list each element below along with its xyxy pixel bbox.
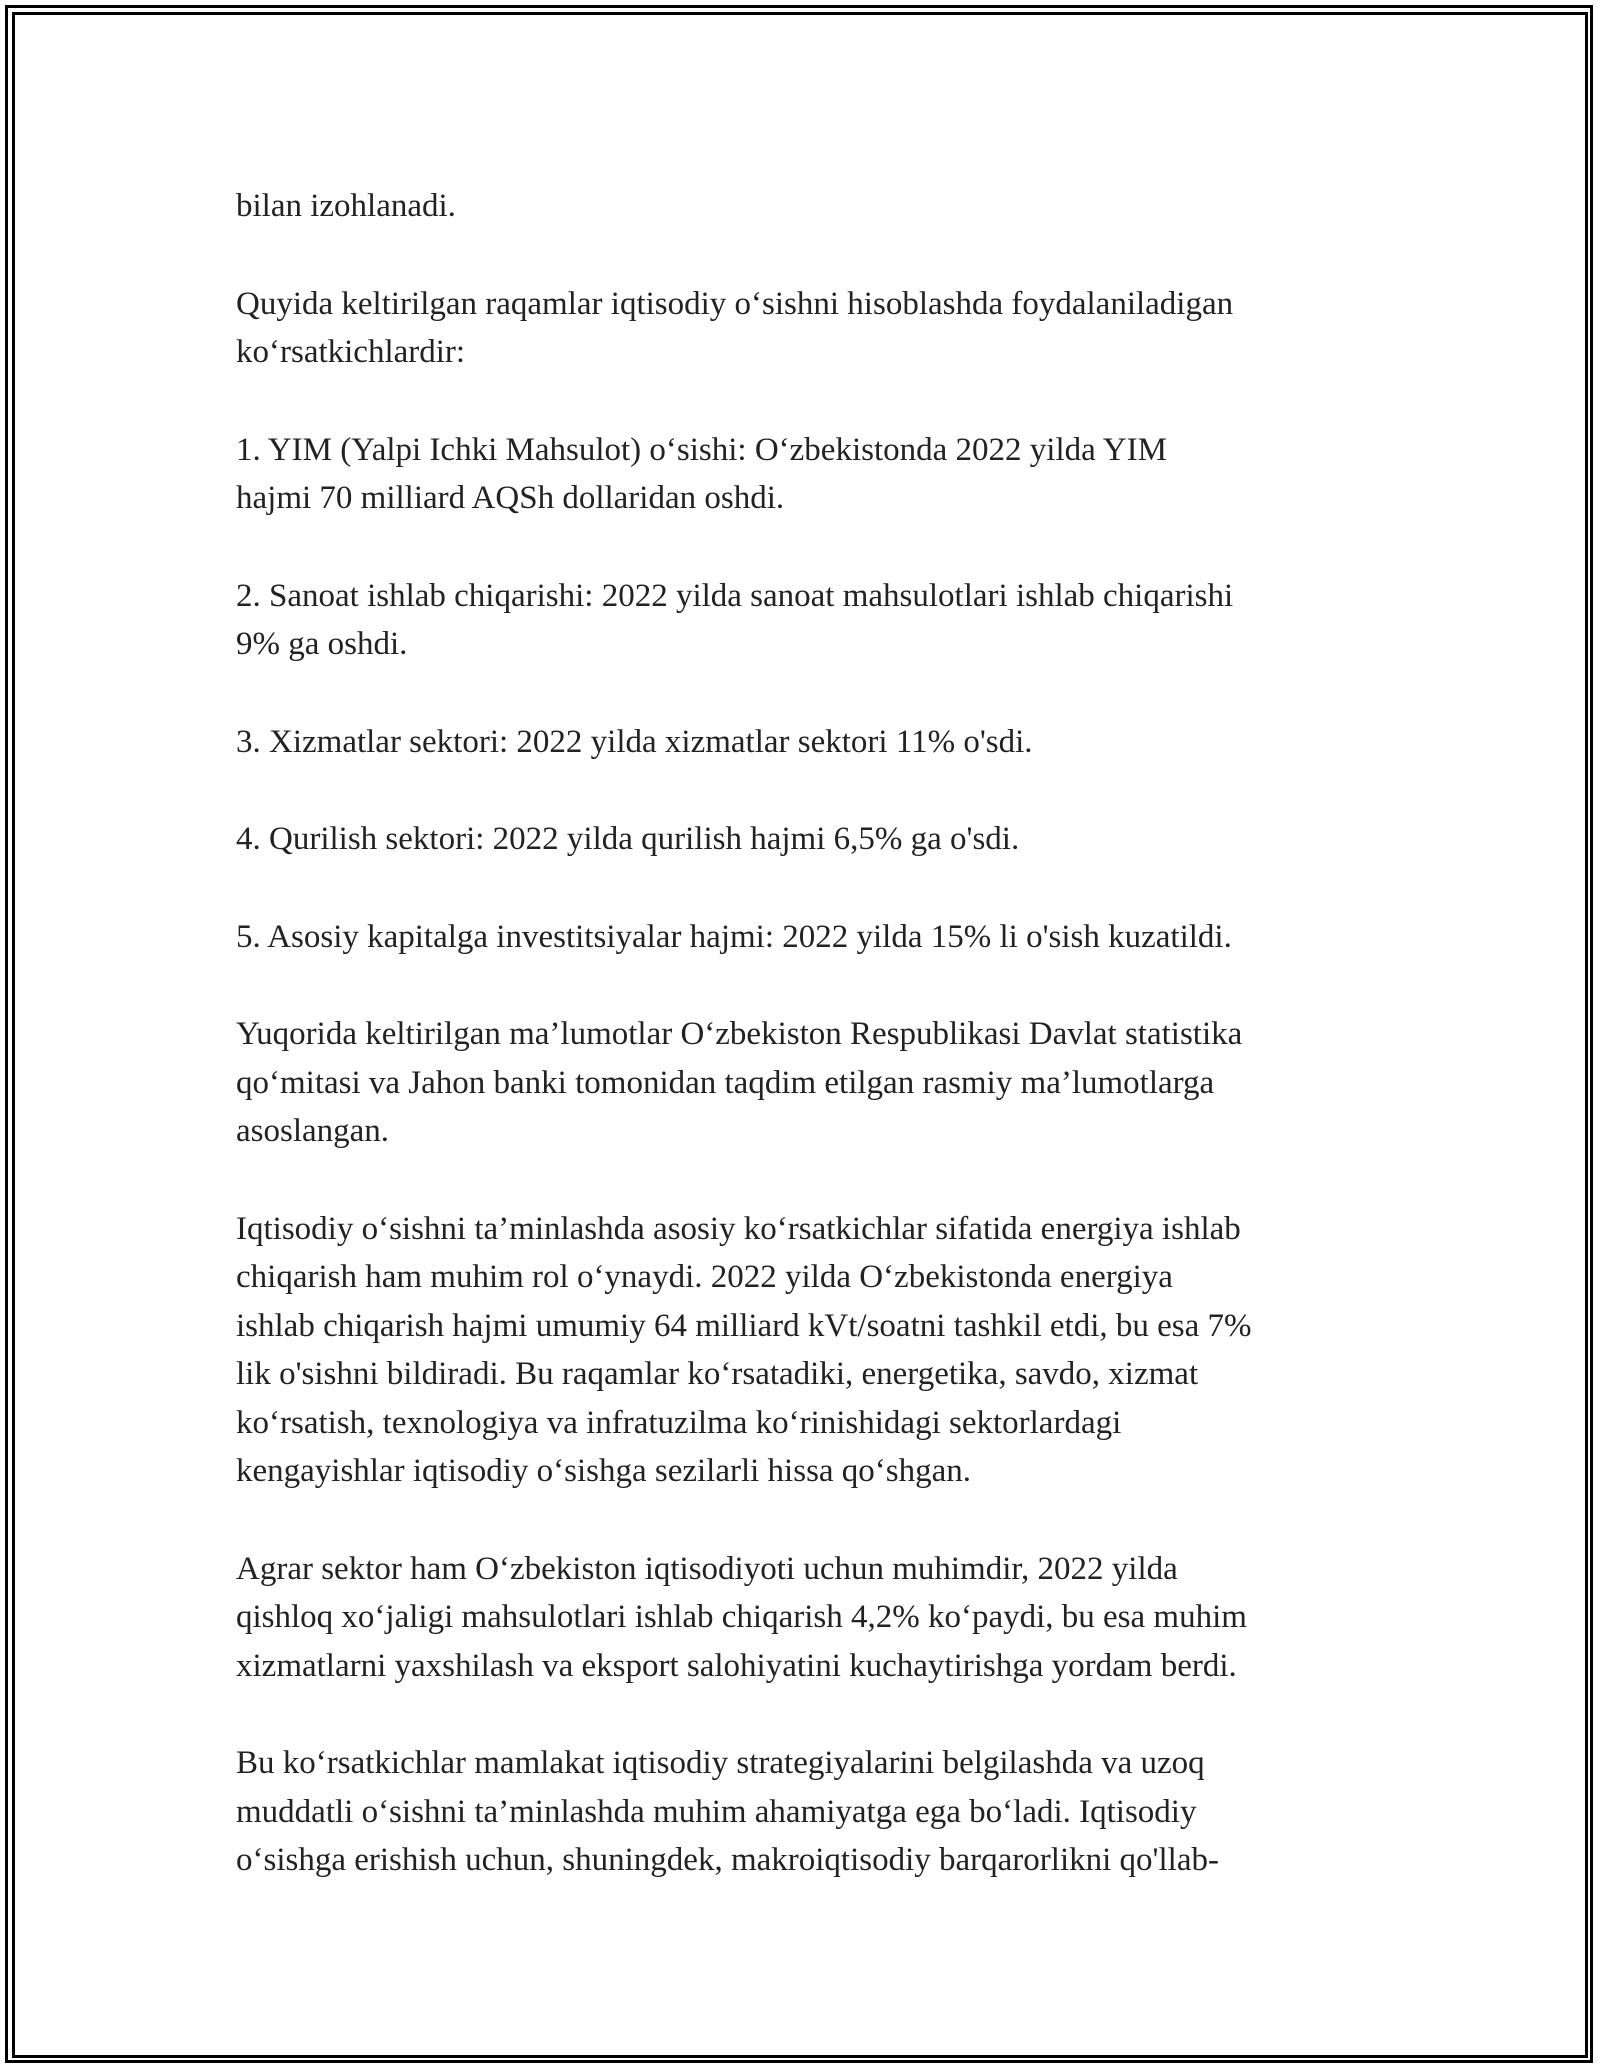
list-item-construction-sector: 4. Qurilish sektori: 2022 yilda qurilish hajmi 6,5% ga o'sdi. — [236, 821, 1020, 857]
paragraph-agriculture: Agrar sektor ham O‘zbekiston iqtisodiyoti uchun muhimdir, 2022 yilda qishloq xo‘jaligi mahsulotlari ishlab chiqarish 4,2% ko‘paydi, bu esa muhim xizmatlarni yaxshilash va eksport salohiyatini kuchaytirishga yordam berdi. — [236, 1550, 1247, 1684]
paragraph-continuation: bilan izohlanadi. — [236, 188, 456, 224]
paragraph-data-source: Yuqorida keltirilgan ma’lumotlar O‘zbekiston Respublikasi Davlat statistika qo‘mitasi va Jahon banki tomonidan taqdim etilgan rasmiy ma’lumotlarga asoslangan. — [236, 1016, 1243, 1149]
list-item-industrial-production: 2. Sanoat ishlab chiqarishi: 2022 yilda sanoat mahsulotlari ishlab chiqarishi 9% ga oshdi. — [236, 577, 1234, 662]
list-item-services-sector: 3. Xizmatlar sektori: 2022 yilda xizmatlar sektori 11% o'sdi. — [236, 723, 1033, 760]
paragraph-strategy: Bu ko‘rsatkichlar mamlakat iqtisodiy strategiyalarini belgilashda va uzoq muddatli o‘sishni ta’minlashda muhim ahamiyatga ega bo‘ladi. Iqtisodiy o‘sishga erishish uchun, shuningdek, makroiqtisodiy barqarorlikni qo'llab- — [236, 1745, 1219, 1878]
paragraph-energy: Iqtisodiy o‘sishni ta’minlashda asosiy ko‘rsatkichlar sifatida energiya ishlab chiqarish ham muhim rol o‘ynaydi. 2022 yilda O‘zbekistonda energiya ishlab chiqarish hajmi umumiy 64 milliard kVt/soatni tashkil etdi, bu esa 7% lik o'sishni bildiradi. Bu raqamlar ko‘rsatadiki, energetika, savdo, xizmat ko‘rsatish, texnologiya va infratuzilma ko‘rinishidagi sektorlardagi kengayishlar iqtisodiy o‘sishga sezilarli hissa qo‘shgan. — [236, 1210, 1252, 1489]
paragraph-intro: Quyida keltirilgan raqamlar iqtisodiy o‘sishni hisoblashda foydalaniladigan ko‘rsatkichlardir: — [236, 285, 1234, 370]
document-body — [236, 182, 1376, 1934]
list-item-capital-investment: 5. Asosiy kapitalga investitsiyalar hajmi: 2022 yilda 15% li o'sish kuzatildi. — [236, 918, 1232, 955]
list-item-gdp-growth: 1. YIM (Yalpi Ichki Mahsulot) o‘sishi: O‘zbekistonda 2022 yilda YIM hajmi 70 milliard AQSh dollaridan oshdi. — [236, 431, 1167, 516]
